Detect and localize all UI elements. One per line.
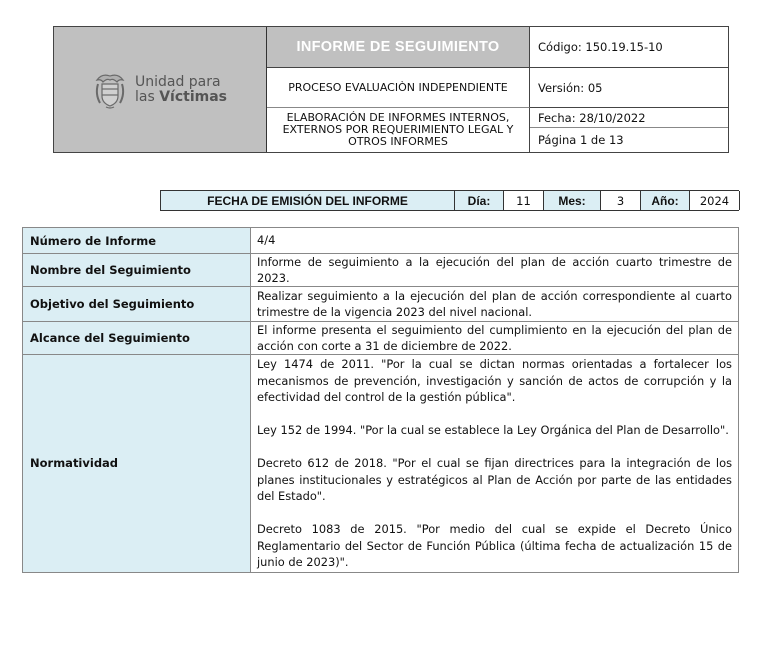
row-value-followup-objective: Realizar seguimiento a la ejecución del plan de acción correspondiente al cuarto trimestre de la vigencia 2023 del nivel nacional. [251, 287, 738, 322]
regulation-item: Decreto 1083 de 2015. "Por medio del cual se expide el Decreto Único Reglamentario del Sector de Función Pública (última fecha de actualización 15 de junio de 2023)". [257, 522, 732, 569]
document-date: Fecha: 28/10/2022 [530, 108, 728, 128]
month-value: 3 [601, 191, 641, 210]
regulation-item: Ley 1474 de 2011. "Por la cual se dictan normas orientadas a fortalecer los mecanismos de prevención, investigación y sanción de actos de corrupción y la efectividad del control de la gestión pública". [257, 357, 732, 404]
row-value-regulations [251, 355, 738, 572]
day-value: 11 [504, 191, 544, 210]
logo-line-2-prefix: las [134, 88, 160, 105]
document-title: INFORME DE SEGUIMIENTO [267, 27, 530, 68]
logo-line-2-bold: Víctimas [159, 88, 227, 105]
report-details-table [22, 227, 739, 573]
year-label: Año: [641, 191, 690, 210]
emission-date-label: FECHA DE EMISIÓN DEL INFORME [161, 191, 455, 210]
elaboration-description: ELABORACIÓN DE INFORMES INTERNOS, EXTERNOS POR REQUERIMIENTO LEGAL Y OTROS INFORMES [267, 108, 530, 152]
row-value-report-number: 4/4 [251, 228, 738, 254]
emission-date-table [160, 190, 739, 211]
row-value-followup-name: Informe de seguimiento a la ejecución del plan de acción cuarto trimestre de 2023. [251, 254, 738, 287]
row-label-followup-objective: Objetivo del Seguimiento [23, 287, 251, 322]
regulation-item: Decreto 612 de 2018. "Por el cual se fijan directrices para la integración de los planes institucionales y estratégicos al Plan de Acción por parte de las entidades del Estado". [257, 456, 732, 503]
regulation-item: Ley 152 de 1994. "Por la cual se establece la Ley Orgánica del Plan de Desarrollo". [257, 423, 729, 437]
logo-cell [54, 27, 267, 152]
year-value: 2024 [690, 191, 740, 210]
page-number: Página 1 de 13 [538, 133, 624, 147]
document-version: Versión: 05 [530, 68, 728, 108]
month-label: Mes: [544, 191, 601, 210]
document-header-table [53, 26, 729, 153]
logo-line-1: Unidad para [134, 73, 221, 90]
process-name: PROCESO EVALUACIÒN INDEPENDIENTE [267, 68, 530, 108]
day-label: Día: [455, 191, 504, 210]
row-label-regulations: Normatividad [23, 355, 251, 572]
row-label-followup-name: Nombre del Seguimiento [23, 254, 251, 287]
row-label-report-number: Número de Informe [23, 228, 251, 254]
row-value-followup-scope: El informe presenta el seguimiento del cumplimiento en la ejecución del plan de acción con corte a 31 de diciembre de 2022. [251, 322, 738, 355]
logo-wordmark [135, 75, 227, 105]
logo-line-2 [135, 90, 227, 105]
row-label-followup-scope: Alcance del Seguimiento [23, 322, 251, 355]
colombia-coat-of-arms-icon [93, 70, 127, 110]
document-code: Código: 150.19.15-10 [530, 27, 728, 68]
